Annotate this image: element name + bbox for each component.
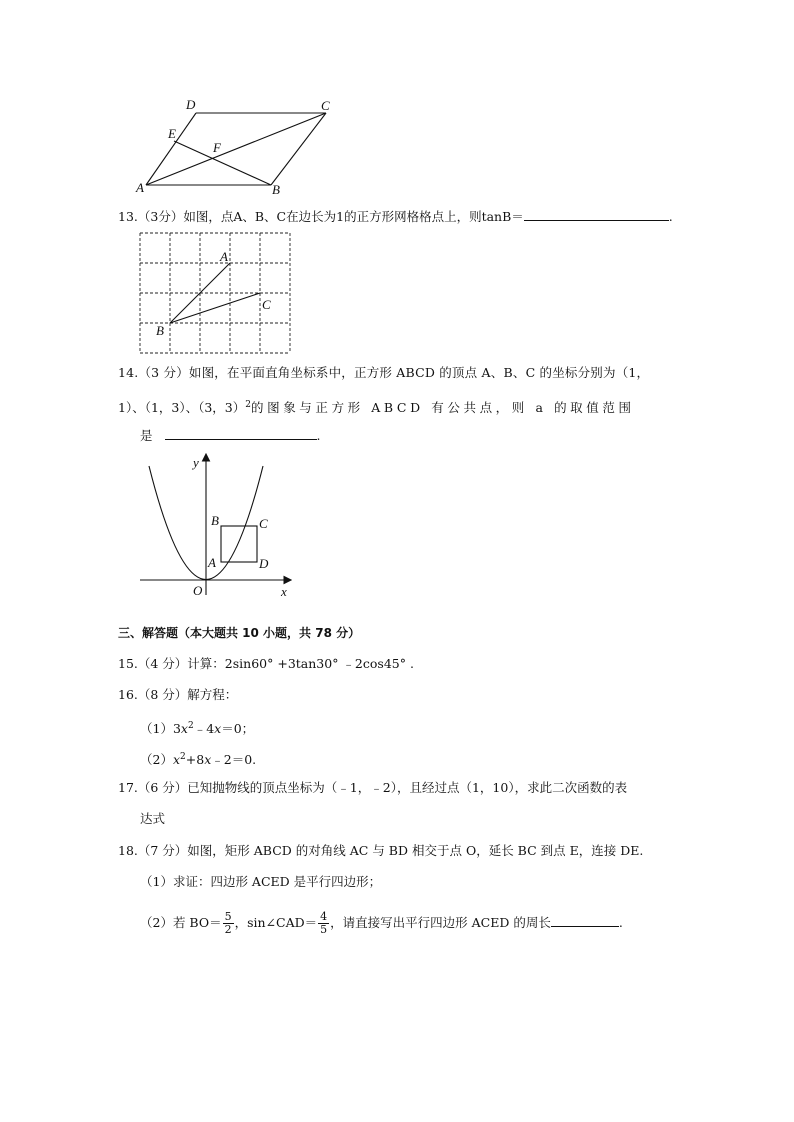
fraction-sin: $\frac{4}{5}$ [320,910,328,936]
answer-blank [165,427,317,440]
label-C: C [262,297,271,312]
label-F: F [213,140,221,155]
q17-line2: 达式 [140,811,166,826]
section-heading: 三、解答题（本大题共 10 小题，共 78 分） [118,626,361,640]
label-y: y [193,455,199,470]
q16-part1: $(1)3x^2﹣4x=0$； [140,721,255,737]
q18-part2: （2）若 BO＝ $\frac{5}{2}$ ，sin∠CAD＝ $\frac{4}{5}$ ，请直接写出平行四边形 ACED 的周长 . [140,910,623,936]
answer-blank [524,208,669,221]
fraction-bo: $\frac{5}{2}$ [224,910,232,936]
label-C: C [259,516,268,531]
q14-line3: 是 . [140,428,321,443]
q16-title: 16.（8 分）解方程： [118,687,238,702]
q15-text: 15.（4 分）计算：2sin60° +3tan30° ﹣2cos45° . [118,656,414,671]
q13-text: 13.（3分）如图，点A、B、C在边长为1的正方形网格格点上，则tanB＝ . [118,209,673,224]
grid-figure [135,228,300,356]
segment-EB [174,141,271,185]
side-AD [146,113,196,185]
label-D: D [259,556,269,571]
q16-part2: $(2)x^2+8x﹣2=0$. [140,752,257,768]
label-O: O [193,583,203,598]
label-B: B [272,182,280,197]
label-A: A [208,555,216,570]
label-C: C [321,98,330,113]
label-A: A [136,180,144,195]
label-x: x [281,584,287,599]
answer-blank [551,914,619,927]
label-D: D [186,97,196,112]
label-B: B [156,323,164,338]
label-E: E [168,126,176,141]
q14-line2: 1）、（1，3）、（3，3）$^2$的图象与正方形 ABCD 有公共点，则 a 的取值范围 [118,400,635,416]
q14-line1: 14.（3 分）如图，在平面直角坐标系中，正方形 ABCD 的顶点 A、B、C 的坐标分别为（1， [118,365,650,380]
parallelogram-figure [130,95,340,200]
label-A: A [220,249,228,264]
q18-line1: 18.（7 分）如图，矩形 ABCD 的对角线 AC 与 BD 相交于点 O，延长 BC 到点 E，连接 DE. [118,843,644,858]
q17-line1: 17.（6 分）已知抛物线的顶点坐标为（﹣1，﹣2），且经过点（1，10），求此二次函数的表 [118,780,628,795]
coordinate-figure [135,450,300,600]
label-B: B [211,513,219,528]
square-ABCD [221,526,257,562]
q18-part1: （1）求证：四边形 ACED 是平行四边形； [140,874,382,889]
segment-BC [170,293,260,323]
